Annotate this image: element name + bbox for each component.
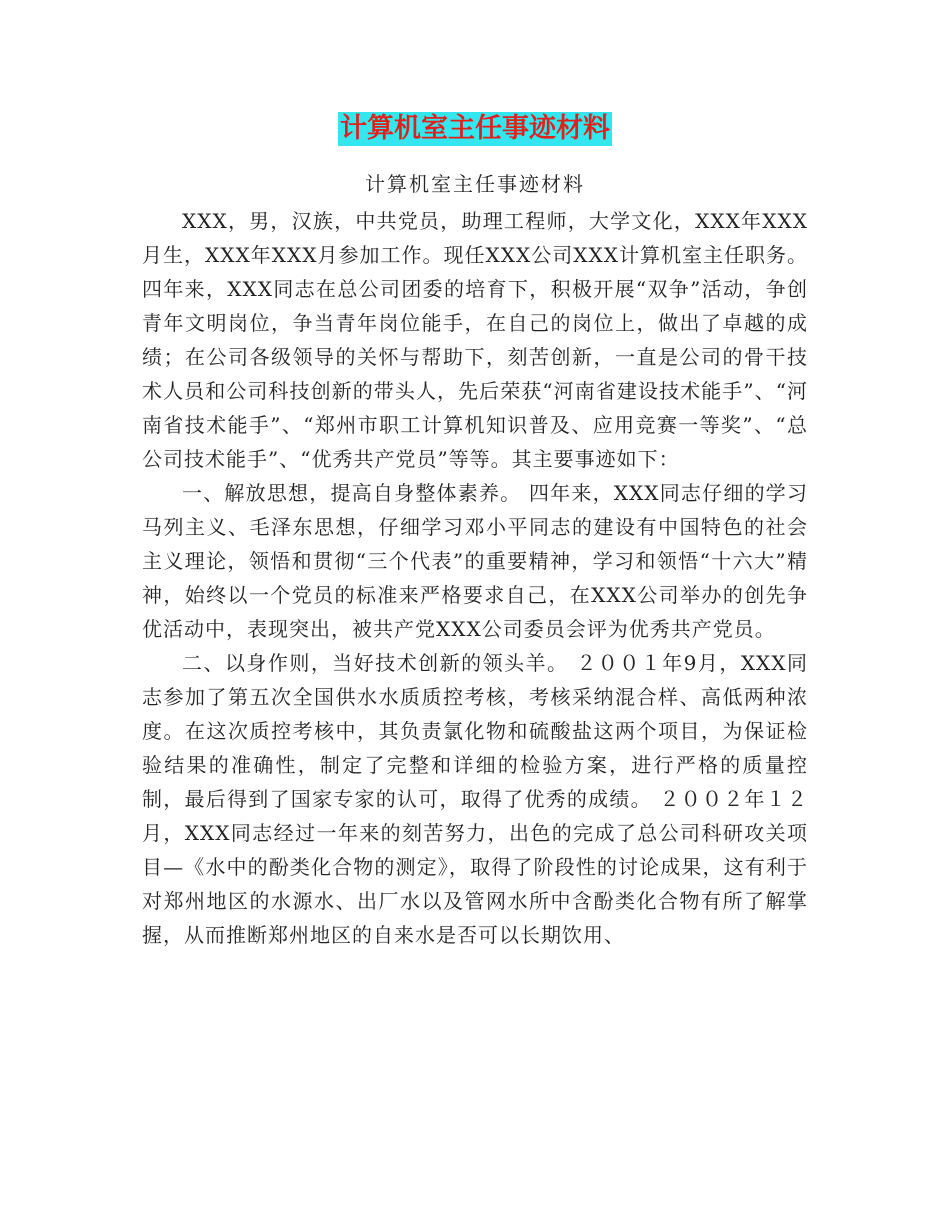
document-title: 计算机室主任事迹材料 — [340, 113, 610, 144]
document-body — [142, 204, 808, 952]
paragraph-intro: XXX，男，汉族，中共党员，助理工程师，大学文化，XXX年XXX月生，XXX年XXX月参加工作。现任XXX公司XXX计算机室主任职务。四年来，XXX同志在总公司团委的培育下，积极开展“双争”活动，争创青年文明岗位，争当青年岗位能手，在自己的岗位上，做出了卓越的成绩；在公司各级领导的关怀与帮助下，刻苦创新，一直是公司的骨干技术人员和公司科技创新的带头人，先后荣获“河南省建设技术能手”、“河南省技术能手”、“郑州市职工计算机知识普及、应用竞赛一等奖”、“总公司技术能手”、“优秀共产党员”等等。其主要事迹如下： — [142, 209, 808, 471]
title-block — [0, 112, 950, 146]
document-subtitle: 计算机室主任事迹材料 — [365, 172, 585, 196]
paragraph-section-2: 二、以身作则，当好技术创新的领头羊。 ２００１年9月，XXX同志参加了第五次全国供水水质质控考核，考核采纳混合样、高低两种浓度。在这次质控考核中，其负责氯化物和硫酸盐这两个项目，为保证检验结果的准确性，制定了完整和详细的检验方案，进行严格的质量控制，最后得到了国家专家的认可，取得了优秀的成绩。 ２００２年１２月，XXX同志经过一年来的刻苦努力，出色的完成了总公司科研攻关项目—《水中的酚类化合物的测定》，取得了阶段性的讨论成果，这有利于对郑州地区的水源水、出厂水以及管网水所中含酚类化合物有所了解掌握，从而推断郑州地区的自来水是否可以长期饮用、 — [142, 651, 808, 947]
paragraph-section-1: 一、解放思想，提高自身整体素养。 四年来，XXX同志仔细的学习马列主义、毛泽东思想，仔细学习邓小平同志的建设有中国特色的社会主义理论，领悟和贯彻“三个代表”的重要精神，学习和领悟“十六大”精神，始终以一个党员的标准来严格要求自己，在XXX公司举办的创先争优活动中，表现突出，被共产党XXX公司委员会评为优秀共产党员。 — [142, 481, 808, 641]
